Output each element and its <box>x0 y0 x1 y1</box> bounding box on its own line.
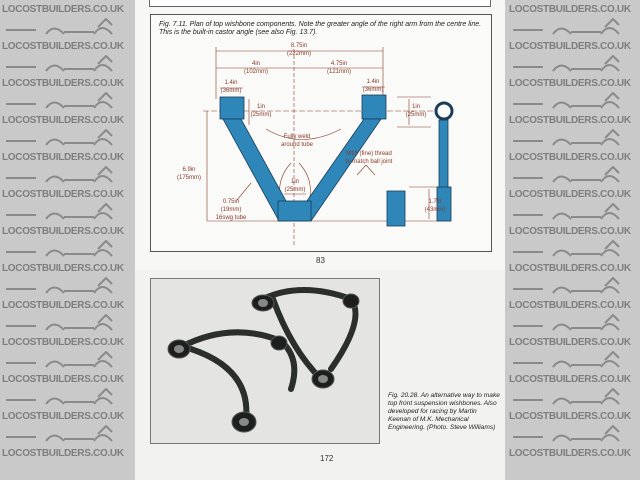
label-height: 6.9in <box>182 167 196 173</box>
watermark-text: LOCOSTBUILDERS.CO.UK <box>2 115 124 126</box>
watermark-car-icon <box>6 425 126 443</box>
watermark-car-icon <box>513 129 633 147</box>
label-right-boss-mm: (36mm) <box>362 87 384 93</box>
label-left-width-mm: (102mm) <box>243 69 269 75</box>
watermark-text: LOCOSTBUILDERS.CO.UK <box>2 448 124 459</box>
watermark-car-icon <box>6 314 126 332</box>
watermark-text: LOCOSTBUILDERS.CO.UK <box>509 448 631 459</box>
page-172 <box>135 272 505 480</box>
photo-caption: Fig. 20.28. An alternative way to make top front suspension wishbones. Also developed for racing by Martin Keenan of M.K. Mechanical Engineering. (Photo. Steve Williams) <box>388 392 500 431</box>
page-number: 83 <box>316 256 325 265</box>
label-eye-height-mm: (25mm) <box>405 112 427 118</box>
watermark-text: LOCOSTBUILDERS.CO.UK <box>509 411 631 422</box>
figure-caption: Fig. 7.11. Plan of top wishbone components. Note the greater angle of the right arm from the centre line. This is the built-in castor angle (see also Fig. 13.7). <box>159 21 482 36</box>
watermark-text: LOCOSTBUILDERS.CO.UK <box>2 4 124 15</box>
watermark-text: LOCOSTBUILDERS.CO.UK <box>509 337 631 348</box>
watermark-text: LOCOSTBUILDERS.CO.UK <box>509 263 631 274</box>
watermark-car-icon <box>6 351 126 369</box>
wishbone-diagram <box>151 15 491 251</box>
watermark-car-icon <box>513 388 633 406</box>
previous-figure-edge <box>149 0 491 7</box>
label-tube: 0.75in <box>222 199 240 205</box>
watermark-text: LOCOSTBUILDERS.CO.UK <box>2 337 124 348</box>
watermark-text: LOCOSTBUILDERS.CO.UK <box>2 226 124 237</box>
wishbone-photo-image <box>151 279 379 443</box>
watermark-text: LOCOSTBUILDERS.CO.UK <box>2 78 124 89</box>
label-right-width: 4.75in <box>330 61 348 67</box>
watermark-car-icon <box>513 203 633 221</box>
label-thread-2: to match ball joint <box>345 159 393 165</box>
label-left-width: 4in <box>251 61 261 67</box>
label-centre-mm: (25mm) <box>284 187 306 193</box>
watermark-text: LOCOSTBUILDERS.CO.UK <box>509 4 631 15</box>
label-overall-width-mm: (222mm) <box>286 51 312 57</box>
watermark-car-icon <box>513 18 633 36</box>
watermark-car-icon <box>6 18 126 36</box>
watermark-car-icon <box>6 203 126 221</box>
watermark-text: LOCOSTBUILDERS.CO.UK <box>509 226 631 237</box>
watermark-text: LOCOSTBUILDERS.CO.UK <box>509 189 631 200</box>
label-insert-mm: (43mm) <box>424 207 446 213</box>
watermark-car-icon <box>513 240 633 258</box>
watermark-text: LOCOSTBUILDERS.CO.UK <box>509 41 631 52</box>
watermark-background-left <box>0 0 133 480</box>
watermark-text: LOCOSTBUILDERS.CO.UK <box>2 263 124 274</box>
page-83 <box>135 0 505 270</box>
watermark-text: LOCOSTBUILDERS.CO.UK <box>509 374 631 385</box>
label-weld: Fully weld <box>283 134 311 140</box>
label-right-boss: 1.4in <box>366 79 380 85</box>
label-height-mm: (175mm) <box>176 175 202 181</box>
book-scan <box>135 0 505 480</box>
watermark-text: LOCOSTBUILDERS.CO.UK <box>509 78 631 89</box>
watermark-text: LOCOSTBUILDERS.CO.UK <box>2 189 124 200</box>
watermark-background-right <box>507 0 640 480</box>
label-right-width-mm: (121mm) <box>326 69 352 75</box>
watermark-text: LOCOSTBUILDERS.CO.UK <box>2 41 124 52</box>
watermark-car-icon <box>513 277 633 295</box>
page-number: 172 <box>320 454 334 463</box>
watermark-car-icon <box>6 240 126 258</box>
watermark-car-icon <box>6 388 126 406</box>
label-eye-height: 1in <box>411 104 421 110</box>
watermark-car-icon <box>513 351 633 369</box>
label-thread: M18 (fine) thread <box>346 151 392 157</box>
label-weld-2: around tube <box>280 142 314 148</box>
watermark-text: LOCOSTBUILDERS.CO.UK <box>2 374 124 385</box>
watermark-car-icon <box>6 277 126 295</box>
watermark-text: LOCOSTBUILDERS.CO.UK <box>2 300 124 311</box>
label-centre: 1in <box>290 179 300 185</box>
label-left-boss: 1.4in <box>224 80 238 86</box>
watermark-car-icon <box>513 55 633 73</box>
watermark-text: LOCOSTBUILDERS.CO.UK <box>2 411 124 422</box>
watermark-car-icon <box>513 314 633 332</box>
watermark-text: LOCOSTBUILDERS.CO.UK <box>2 152 124 163</box>
watermark-text: LOCOSTBUILDERS.CO.UK <box>509 152 631 163</box>
watermark-text: LOCOSTBUILDERS.CO.UK <box>509 115 631 126</box>
watermark-car-icon <box>6 166 126 184</box>
watermark-car-icon <box>513 92 633 110</box>
watermark-text: LOCOSTBUILDERS.CO.UK <box>509 300 631 311</box>
label-boss-height-mm: (25mm) <box>250 112 272 118</box>
watermark-car-icon <box>6 55 126 73</box>
figure-7-11 <box>150 14 492 252</box>
watermark-car-icon <box>513 425 633 443</box>
watermark-car-icon <box>6 92 126 110</box>
watermark-car-icon <box>6 129 126 147</box>
label-tube-gauge: 16swg tube <box>215 215 247 221</box>
label-left-boss-mm: (36mm) <box>220 88 242 94</box>
label-insert: 1.7in <box>428 199 442 205</box>
label-overall-width: 8.75in <box>290 43 308 49</box>
label-tube-mm: (19mm) <box>220 207 242 213</box>
label-boss-height: 1in <box>256 104 266 110</box>
wishbone-photo <box>150 278 380 444</box>
watermark-car-icon <box>513 166 633 184</box>
